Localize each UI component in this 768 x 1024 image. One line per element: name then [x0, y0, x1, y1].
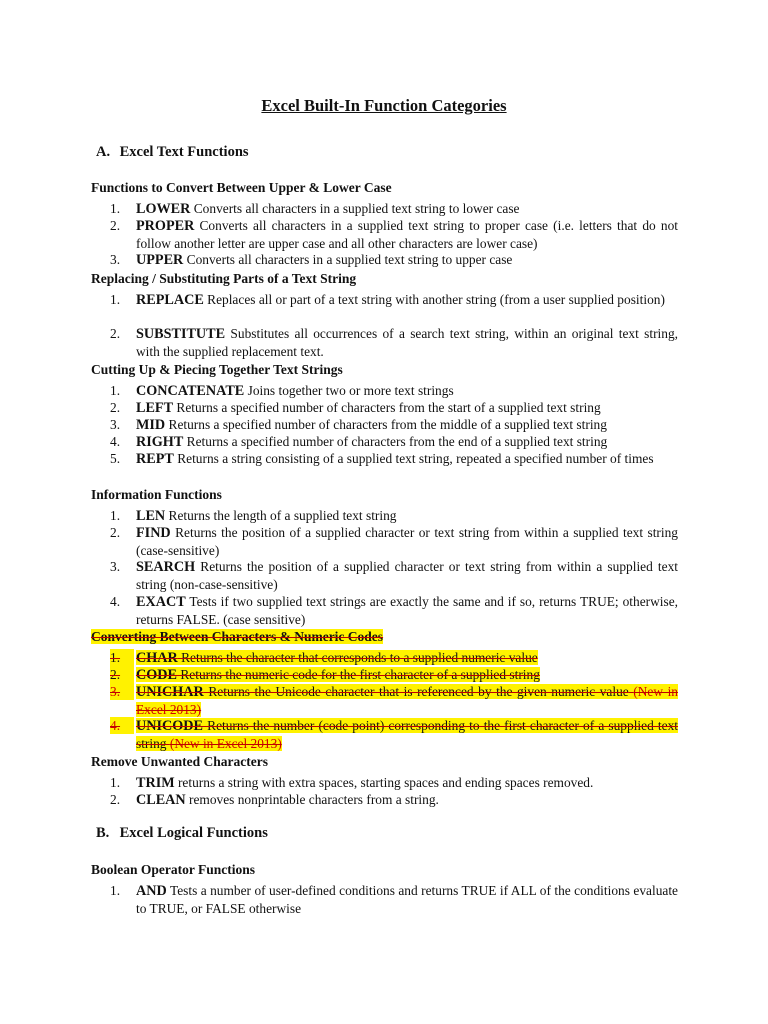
section-b-number: B. — [96, 825, 110, 841]
group-heading-boolean: Boolean Operator Functions — [91, 862, 256, 877]
group-heading-case: Functions to Convert Between Upper & Lower Case — [91, 180, 392, 195]
section-a-number: A. — [96, 144, 111, 160]
item-number: 4. — [110, 594, 121, 609]
struck-heading-text: Converting Between Characters & Numeric Codes — [91, 629, 384, 644]
function-name: CHAR — [136, 650, 178, 666]
function-description: Returns a string consisting of a supplied text string, repeated a specified number of times — [173, 451, 654, 466]
item-number: 2. — [110, 792, 121, 807]
function-description: Returns a specified number of characters from the start of a supplied text string — [173, 400, 601, 415]
list-item — [110, 507, 678, 525]
group-heading-remove: Remove Unwanted Characters — [91, 754, 268, 769]
function-description: Converts all characters in a supplied text string to proper case (i.e. letters that do not follow another letter are upper case and all other characters are lower case) — [136, 218, 678, 251]
function-name: REPLACE — [136, 292, 204, 308]
item-number: 1. — [110, 508, 121, 523]
function-description: Joins together two or more text strings — [244, 383, 454, 398]
list-item — [110, 217, 678, 252]
function-description: Converts all characters in a supplied text string to lower case — [190, 201, 520, 216]
function-name: LOWER — [136, 201, 191, 217]
list-item — [110, 791, 678, 809]
function-description: Replaces all or part of a text string with another string (from a user supplied position) — [203, 292, 665, 307]
item-number: 5. — [110, 451, 121, 466]
item-number: 3. — [110, 683, 134, 700]
list-item — [110, 291, 678, 309]
function-description: Returns the number (code point) corresponding to the first character of a supplied text string — [136, 718, 678, 751]
function-name: REPT — [136, 451, 174, 467]
item-number: 2. — [110, 666, 134, 683]
new-in-excel-note: (New in Excel 2013) — [169, 736, 282, 751]
function-description: Returns the position of a supplied character or text string from within a supplied text string (non-case-sensitive) — [136, 559, 678, 592]
section-b-heading — [96, 825, 268, 842]
section-b-label: Excel Logical Functions — [119, 825, 268, 841]
list-item — [110, 882, 678, 917]
list-item — [110, 416, 678, 434]
item-number: 2. — [110, 326, 121, 341]
group-heading-replacing: Replacing / Substituting Parts of a Text String — [91, 271, 357, 286]
item-number: 2. — [110, 400, 121, 415]
list-item — [110, 433, 678, 451]
group-heading-cutting: Cutting Up & Piecing Together Text Strings — [91, 362, 343, 377]
function-name: UPPER — [136, 252, 184, 268]
item-number: 1. — [110, 649, 134, 666]
page-title: Excel Built-In Function Categories — [261, 96, 507, 115]
list-item — [110, 325, 678, 360]
item-number: 4. — [110, 717, 134, 734]
function-description: Returns the length of a supplied text string — [165, 508, 397, 523]
section-a-label: Excel Text Functions — [119, 144, 249, 160]
function-name: SUBSTITUTE — [136, 326, 226, 342]
new-in-excel-note: (New in Excel 2013) — [136, 684, 678, 717]
list-item — [110, 524, 678, 559]
function-name: TRIM — [136, 775, 175, 791]
list-item — [110, 649, 678, 667]
section-a-heading — [96, 144, 249, 161]
function-name: LEFT — [136, 400, 174, 416]
function-description: removes nonprintable characters from a string. — [185, 792, 439, 807]
function-description: returns a string with extra spaces, starting spaces and ending spaces removed. — [174, 775, 594, 790]
function-description: Returns the position of a supplied character or text string from within a supplied text string (case-sensitive) — [136, 525, 678, 558]
function-description: Converts all characters in a supplied text string to upper case — [183, 252, 513, 267]
group-heading-codes — [91, 629, 383, 645]
function-name: CLEAN — [136, 792, 186, 808]
function-description: Returns the Unicode character that is referenced by the given numeric value — [203, 684, 629, 699]
list-item — [110, 450, 678, 468]
function-name: PROPER — [136, 218, 195, 234]
list-item — [110, 717, 678, 752]
list-item — [110, 200, 678, 218]
item-number: 1. — [110, 292, 121, 307]
list-item — [110, 683, 678, 718]
item-number: 1. — [110, 775, 121, 790]
item-number: 1. — [110, 201, 121, 216]
function-description: Tests if two supplied text strings are exactly the same and if so, returns TRUE; otherwise, returns FALSE. (case sensitive) — [136, 594, 678, 627]
item-number: 3. — [110, 417, 121, 432]
item-number: 2. — [110, 525, 121, 540]
function-name: AND — [136, 883, 167, 899]
function-description: Returns a specified number of characters from the end of a supplied text string — [183, 434, 608, 449]
item-number: 1. — [110, 883, 121, 898]
list-item — [110, 774, 678, 792]
function-description: Returns a specified number of characters from the middle of a supplied text string — [165, 417, 607, 432]
group-heading-information: Information Functions — [91, 487, 222, 502]
item-number: 2. — [110, 218, 121, 233]
function-name: CODE — [136, 667, 177, 683]
item-number: 3. — [110, 559, 121, 574]
function-name: EXACT — [136, 594, 186, 610]
item-number: 3. — [110, 252, 121, 267]
function-description: Substitutes all occurrences of a search text string, within an original text string, with the supplied replacement text. — [136, 326, 678, 359]
list-item — [110, 666, 678, 684]
list-item — [110, 382, 678, 400]
list-item — [110, 593, 678, 628]
function-name: UNICODE — [136, 718, 204, 734]
function-name: UNICHAR — [136, 684, 204, 700]
function-description: Tests a number of user-defined conditions and returns TRUE if ALL of the conditions evaluate to TRUE, or FALSE otherwise — [136, 883, 678, 916]
list-item — [110, 399, 678, 417]
function-name: RIGHT — [136, 434, 184, 450]
function-name: LEN — [136, 508, 166, 524]
list-item — [110, 558, 678, 593]
item-number: 4. — [110, 434, 121, 449]
function-name: FIND — [136, 525, 171, 541]
function-description: Returns the character that corresponds to a supplied numeric value — [177, 650, 538, 665]
function-name: CONCATENATE — [136, 383, 245, 399]
function-description: Returns the numeric code for the first character of a supplied string — [177, 667, 540, 682]
item-number: 1. — [110, 383, 121, 398]
function-name: SEARCH — [136, 559, 196, 575]
function-name: MID — [136, 417, 166, 433]
list-item — [110, 251, 678, 269]
